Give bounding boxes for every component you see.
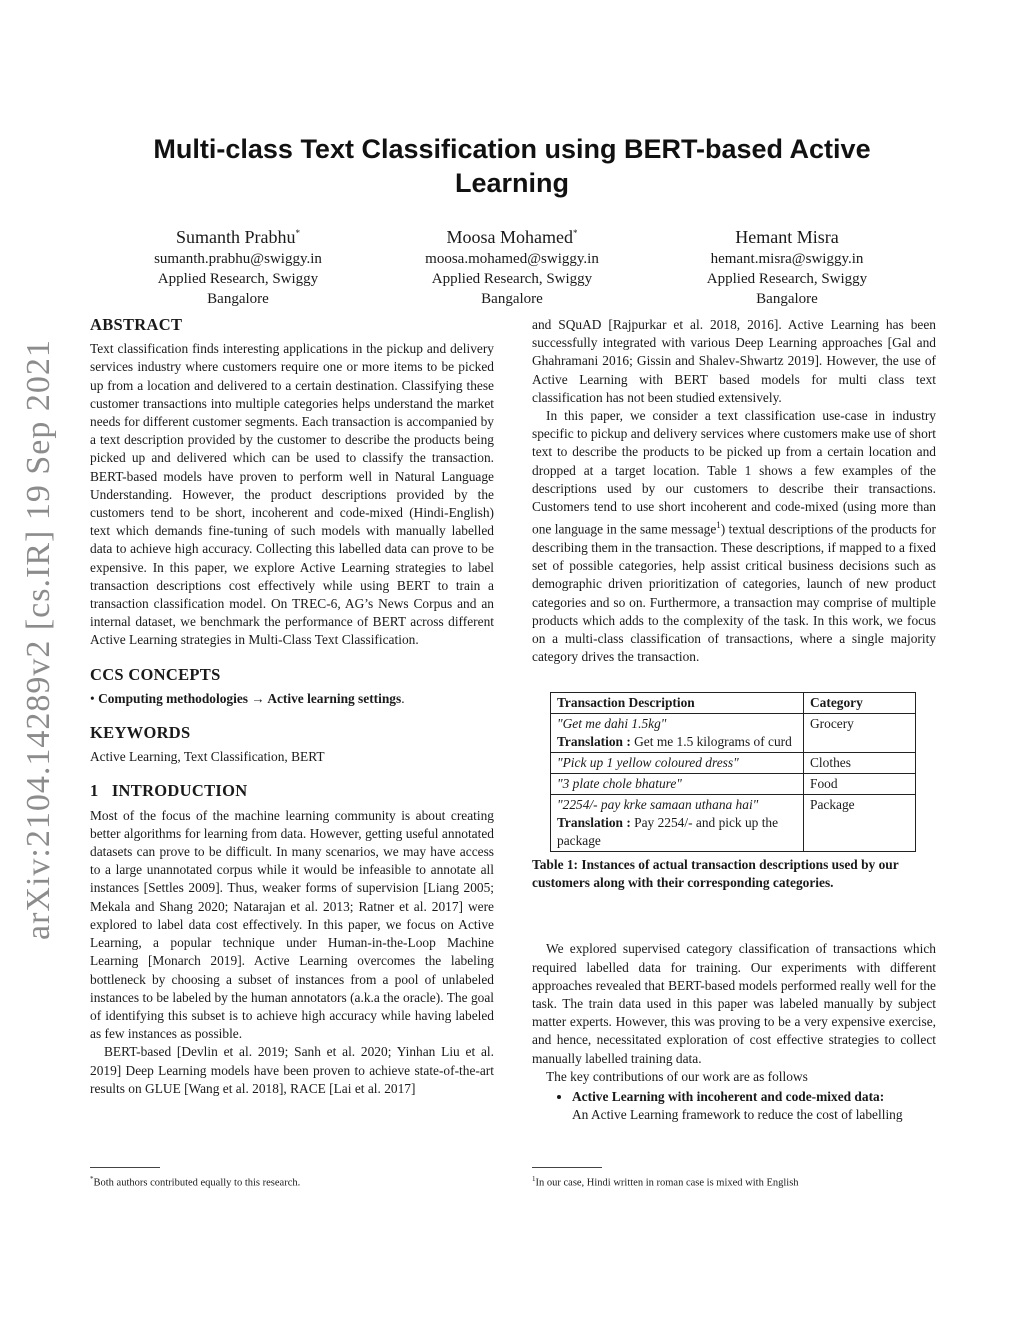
ccs-item: • Computing methodologies → Active learning settings. <box>90 690 405 706</box>
arxiv-stamp: arXiv:2104.14289v2 [cs.IR] 19 Sep 2021 <box>20 339 57 940</box>
transaction-table <box>550 692 916 852</box>
intro-paragraph: In this paper, we consider a text classification use-case in industry specific to pickup and delivery services where customers make use of short text to describe the products to be picked up from a certain location and dropped at a target location. Table 1 shows a few examples of the descriptions used by our customers to describe their transactions. Customers tend to use short incoherent and code-mixed (using more than one language in the same message$^1$) textual descriptions of the products for describing them in the transaction. These descriptions, if mapped to a fixed set of possible categories, help assist critical business decisions such as demographic driven prioritization of categories, launch of new product categories and so on. Furthermore, a transaction may comprise of multiple products which adds to the complexity of the task. In this work, we focus on a multi-class classification of transactions, where a single majority category drives the transaction. <box>532 408 937 665</box>
table-header: Transaction Description <box>551 693 804 714</box>
footnote: *Both authors contributed equally to this research. <box>90 1175 301 1189</box>
table-cell: Food <box>804 774 916 795</box>
introduction-heading: 1 INTRODUCTION <box>90 781 248 801</box>
intro-paragraph: BERT-based [Devlin et al. 2019; Sanh et al. 2020; Yinhan Liu et al. 2019] Deep Learning models have been proven to achieve state-of-the-art results on GLUE [Wang et al. 2018], RACE [Lai et al. 2017] <box>90 1044 494 1096</box>
table-cell: Clothes <box>804 753 916 774</box>
table-row <box>551 714 916 753</box>
contributions-list <box>532 1088 936 1124</box>
author-email: sumanth.prabhu@swiggy.in <box>154 251 322 267</box>
author-name: Sumanth Prabhu* <box>176 227 300 247</box>
table-header-row <box>551 693 916 714</box>
author-block <box>382 222 642 309</box>
table-cell: "2254/- pay krke samaan uthana hai" Translation : Pay 2254/- and pick up the package <box>551 795 804 852</box>
table-cell: "Pick up 1 yellow coloured dress" <box>551 753 804 774</box>
footnote-ref[interactable]: 1 <box>716 520 721 531</box>
author-block <box>108 222 368 309</box>
table-header: Category <box>804 693 916 714</box>
left-column <box>90 316 494 1098</box>
right-column <box>532 316 936 1124</box>
author-email: hemant.misra@swiggy.in <box>710 251 864 267</box>
paper-title: Multi-class Text Classification using BERT-based Active Learning <box>153 134 871 198</box>
author-block <box>657 222 917 309</box>
table-cell: "Get me dahi 1.5kg" Translation : Get me 1.5 kilograms of curd <box>551 714 804 753</box>
author-name: Moosa Mohamed* <box>446 227 578 247</box>
keywords-heading: KEYWORDS <box>90 723 191 743</box>
footnote: $^1$In our case, Hindi written in roman case is mixed with English <box>532 1175 799 1189</box>
author-location: Bangalore <box>207 291 269 307</box>
abstract-heading: ABSTRACT <box>90 315 183 334</box>
author-location: Bangalore <box>756 291 818 307</box>
author-location: Bangalore <box>481 291 543 307</box>
intro-paragraph: We explored supervised category classification of transactions which required labelled data for training. Our experiments with different approaches revealed that BERT-based models performed really well for the task. The train data used in this paper was labeled manually by subject matter experts. However, this was proving to be a very expensive exercise, and hence, necessitated exploration of cost effective strategies to collect manually labelled training data. <box>532 941 936 1066</box>
table-cell: "3 plate chole bhature" <box>551 774 804 795</box>
abstract-text: Text classification finds interesting applications in the pickup and delivery services industry where customers require one or more items to be picked up from a location and delivered to a certain destination. Classifying these customer transactions into multiple categories helps understand the market needs for different customer segments. Each transaction is accompanied by a text description provided by the customer to describe the products being picked up and delivered which can be used to classify the transaction. BERT-based models have proven to perform well in Natural Language Understanding. However, the product descriptions provided by the customers tend to be short, incoherent and code-mixed (Hindi-English) text which demands fine-tuning of such models with manually labelled data to achieve high accuracy. Collecting this labelled data can prove to be expensive. In this paper, we explore Active Learning strategies to label transaction descriptions cost effectively while using BERT to train a transaction classification model. On TREC-6, AG’s News Corpus and an internal dataset, we benchmark the performance of BERT across different Active Learning strategies in Multi-Class Text Classification. <box>90 341 494 648</box>
intro-paragraph: The key contributions of our work are as follows <box>546 1068 808 1084</box>
author-affiliation: Applied Research, Swiggy <box>431 271 593 287</box>
table-row <box>551 774 916 795</box>
author-affiliation: Applied Research, Swiggy <box>706 271 868 287</box>
author-email: moosa.mohamed@swiggy.in <box>425 251 599 267</box>
footnote-divider <box>90 1167 160 1168</box>
table-caption: Table 1: Instances of actual transaction descriptions used by our customers along with their corresponding categories. <box>532 857 899 891</box>
table-cell: Grocery <box>804 714 916 753</box>
intro-paragraph: Most of the focus of the machine learning community is about creating better algorithms for learning from data. However, getting useful annotated datasets can prove to be difficult. In many scenarios, we may have access to a large unannotated corpus while it would be infeasible to annotate all instances [Settles 2009]. Thus, weaker forms of supervision [Liang 2005; Mekala and Shang 2020; Natarajan et al. 2013; Ratner et al. 2017] were explored to label data cost effectively. In this paper, we focus on Active Learning, a popular technique under Human-in-the-Loop Machine Learning [Monarch 2019]. Active Learning overcomes the labeling bottleneck by choosing a subset of instances from a pool of unlabeled instances to be labeled by the human annotators (a.k.a the oracle). The goal of identifying this subset is to achieve high accuracy while having labeled as few instances as possible. <box>90 807 494 1042</box>
table-row <box>551 795 916 852</box>
ccs-heading: CCS CONCEPTS <box>90 664 221 684</box>
table-row <box>551 753 916 774</box>
table-cell: Package <box>804 795 916 852</box>
list-item: • Active Learning with incoherent and code-mixed data: An Active Learning framework to reduce the cost of labelling <box>572 1088 936 1124</box>
author-affiliation: Applied Research, Swiggy <box>157 271 319 287</box>
footnote-divider <box>532 1167 602 1168</box>
intro-paragraph: and SQuAD [Rajpurkar et al. 2018, 2016]. Active Learning has been successfully integrated with various Deep Learning approaches [Gal and Ghahramani 2016; Gissin and Shalev-Shwartz 2019]. However, the use of Active Learning with BERT based models for multi class text classification has not been studied extensively. <box>532 317 936 405</box>
keywords-text: Active Learning, Text Classification, BERT <box>90 749 325 765</box>
author-name: Hemant Misra <box>735 227 839 247</box>
table-1 <box>532 692 916 892</box>
